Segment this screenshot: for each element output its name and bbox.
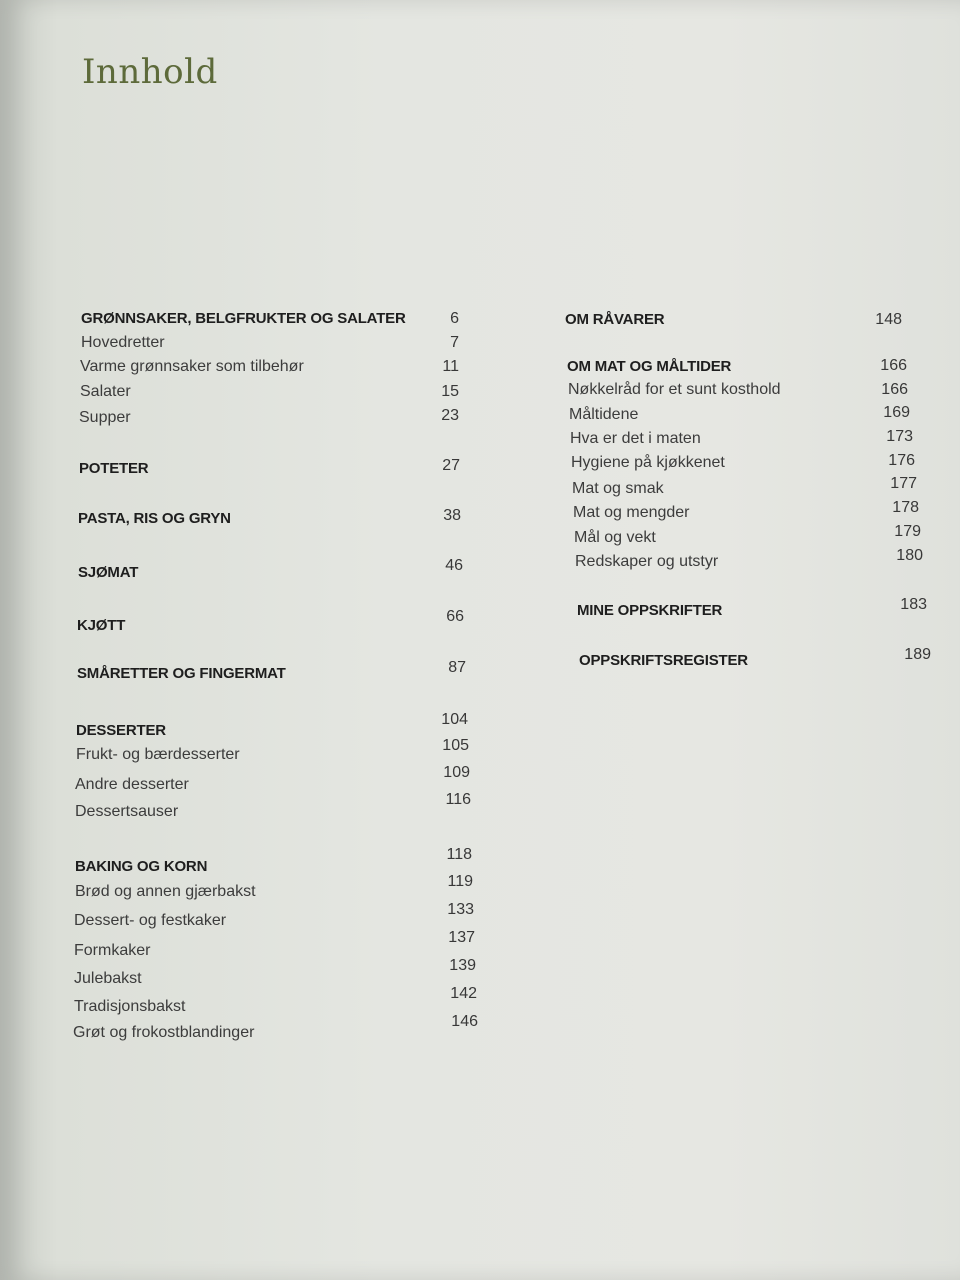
toc-page-number: 119 (447, 873, 473, 890)
toc-page-number: 6 (450, 310, 459, 327)
toc-page-number: 87 (448, 659, 466, 676)
toc-entry: Tradisjonsbakst (74, 998, 186, 1015)
toc-page-number: 109 (443, 764, 470, 781)
toc-entry: Mat og smak (572, 480, 664, 497)
toc-page-number: 178 (892, 499, 919, 516)
toc-page-number: 166 (881, 381, 908, 398)
page-title: Innhold (82, 52, 218, 92)
toc-page-number: 133 (447, 901, 474, 918)
toc-section-heading: GRØNNSAKER, BELGFRUKTER OG SALATER (81, 310, 406, 327)
toc-page-number: 139 (449, 957, 476, 974)
toc-page-number: 27 (442, 457, 460, 474)
toc-section-heading: MINE OPPSKRIFTER (577, 602, 723, 619)
toc-entry: Hygiene på kjøkkenet (571, 454, 725, 471)
toc-page-number: 118 (446, 846, 472, 863)
toc-page-number: 23 (441, 407, 459, 424)
toc-entry: Nøkkelråd for et sunt kosthold (568, 381, 781, 398)
toc-page-number: 177 (890, 475, 917, 492)
toc-page-number: 11 (442, 358, 459, 375)
toc-page-number: 183 (900, 596, 927, 613)
toc-page-number: 15 (441, 383, 459, 400)
toc-entry: Formkaker (74, 942, 151, 959)
toc-page-number: 176 (888, 452, 915, 469)
toc-entry: Mål og vekt (574, 529, 656, 546)
toc-entry: Dessert- og festkaker (74, 912, 227, 929)
toc-entry: Varme grønnsaker som tilbehør (80, 358, 304, 375)
toc-entry: Salater (80, 383, 131, 400)
toc-section-heading: PASTA, RIS OG GRYN (78, 510, 231, 527)
toc-page-number: 166 (880, 357, 907, 374)
toc-section-heading: KJØTT (77, 617, 126, 634)
toc-page-number: 66 (446, 608, 464, 625)
toc-entry: Frukt- og bærdesserter (76, 746, 240, 763)
toc-page-number: 38 (443, 507, 461, 524)
toc-entry: Redskaper og utstyr (575, 553, 719, 570)
toc-section-heading: OPPSKRIFTSREGISTER (579, 652, 748, 669)
toc-page-number: 146 (451, 1013, 478, 1030)
toc-entry: Grøt og frokostblandinger (73, 1024, 255, 1041)
toc-section-heading: SJØMAT (78, 564, 139, 581)
toc-page-number: 7 (450, 334, 459, 351)
toc-page-number: 179 (894, 523, 921, 540)
toc-entry: Mat og mengder (573, 504, 690, 521)
toc-entry: Dessertsauser (75, 803, 179, 820)
toc-entry: Brød og annen gjærbakst (75, 883, 256, 900)
toc-page-number: 116 (445, 791, 471, 808)
toc-entry: Andre desserter (75, 776, 189, 793)
toc-entry: Supper (79, 409, 131, 426)
toc-page-number: 137 (448, 929, 475, 946)
toc-page-number: 173 (886, 428, 913, 445)
toc-section-heading: BAKING OG KORN (75, 858, 208, 875)
toc-page-number: 46 (445, 557, 463, 574)
toc-entry: Hva er det i maten (570, 430, 701, 447)
toc-entry: Hovedretter (81, 334, 165, 351)
toc-page-number: 189 (904, 646, 931, 663)
toc-section-heading: SMÅRETTER OG FINGERMAT (77, 665, 286, 682)
toc-page-number: 148 (875, 311, 902, 328)
toc-page-number: 180 (896, 547, 923, 564)
toc-entry: Måltidene (569, 406, 639, 423)
toc-section-heading: OM RÅVARER (565, 311, 665, 328)
toc-section-heading: DESSERTER (76, 722, 166, 739)
toc-page-number: 142 (450, 985, 477, 1002)
toc-section-heading: OM MAT OG MÅLTIDER (567, 358, 732, 375)
toc-page-number: 169 (883, 404, 910, 421)
toc-section-heading: POTETER (79, 460, 149, 477)
toc-page-number: 105 (442, 737, 469, 754)
toc-page-number: 104 (441, 711, 468, 728)
toc-entry: Julebakst (74, 970, 142, 987)
